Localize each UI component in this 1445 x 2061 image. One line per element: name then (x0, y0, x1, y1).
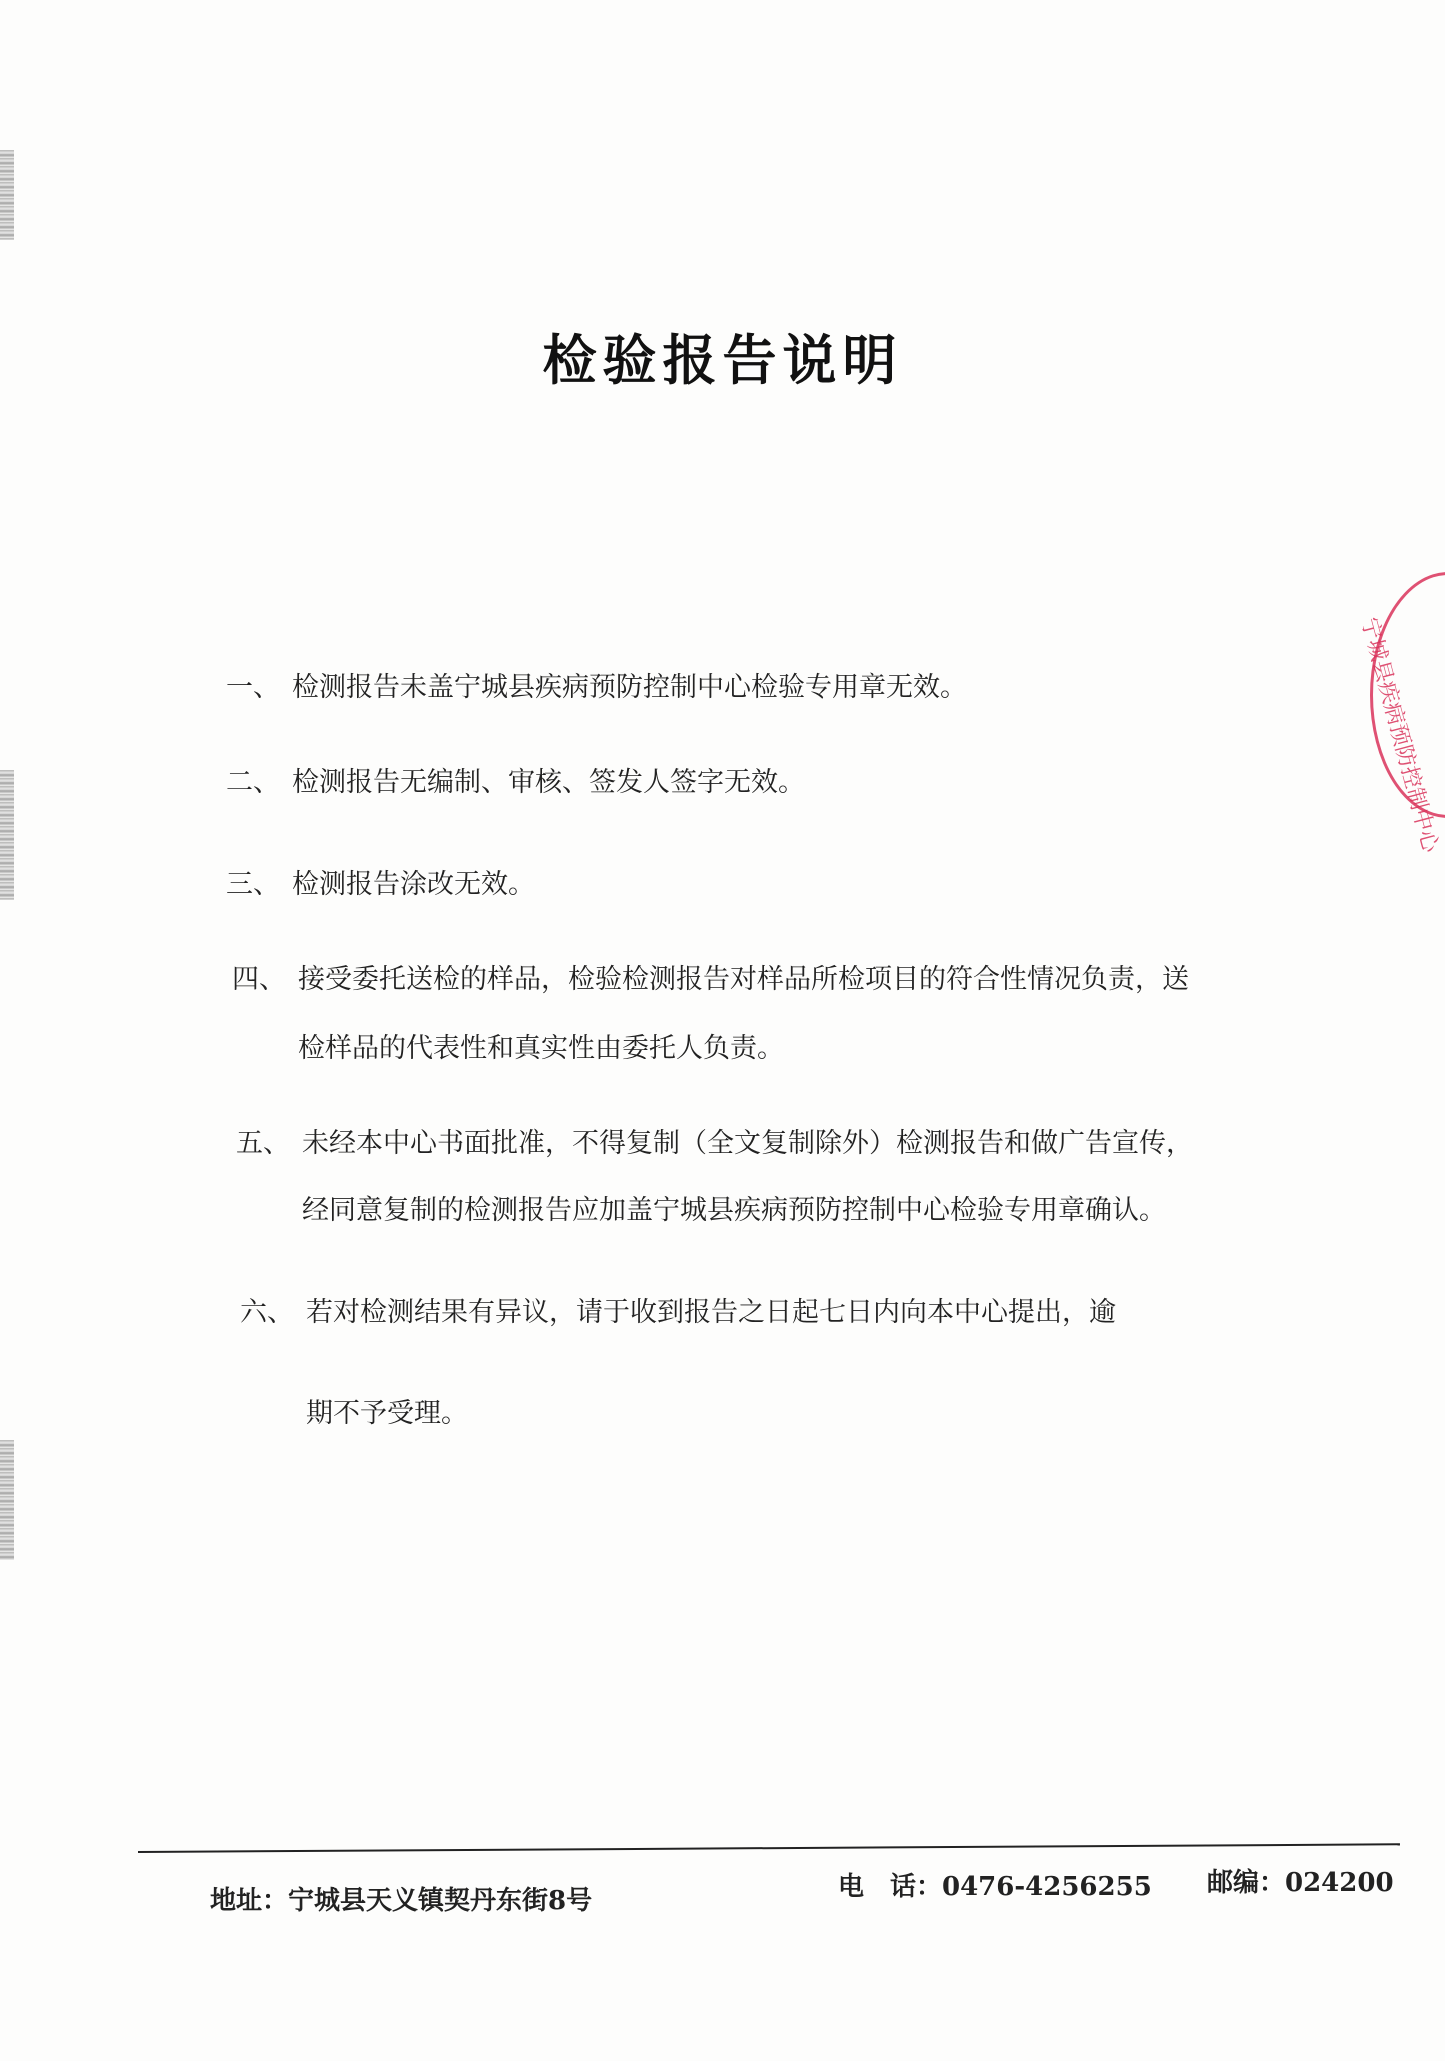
footer-divider (138, 1843, 1400, 1853)
item-6-continuation: 期不予受理。 (306, 1398, 468, 1429)
item-number: 五、 (236, 1128, 290, 1159)
item-text: 未经本中心书面批准，不得复制（全文复制除外）检测报告和做广告宣传， (302, 1128, 1193, 1159)
item-text: 若对检测结果有异议，请于收到报告之日起七日内向本中心提出，逾 (306, 1297, 1116, 1328)
item-1 (226, 672, 967, 704)
item-number: 四、 (232, 964, 286, 995)
item-number: 二、 (226, 767, 280, 798)
scan-artifact (0, 150, 14, 240)
document-title: 检验报告说明 (542, 328, 903, 392)
item-text: 检测报告未盖宁城县疾病预防控制中心检验专用章无效。 (292, 672, 967, 703)
footer-address: 地址：宁城县天义镇契丹东街8号 (210, 1886, 593, 1916)
scan-artifact (0, 770, 14, 900)
item-3 (226, 869, 535, 901)
item-text: 接受委托送检的样品，检验检测报告对样品所检项目的符合性情况负责，送 (298, 964, 1189, 995)
item-4-continuation: 检样品的代表性和真实性由委托人负责。 (298, 1033, 784, 1064)
item-6 (240, 1297, 1116, 1329)
item-text: 检测报告涂改无效。 (292, 869, 535, 900)
scan-artifact (0, 1440, 14, 1560)
item-5-continuation: 经同意复制的检测报告应加盖宁城县疾病预防控制中心检验专用章确认。 (302, 1195, 1166, 1226)
item-4 (232, 964, 1189, 996)
item-number: 一、 (226, 672, 280, 703)
item-5 (236, 1128, 1193, 1160)
footer-postcode: 邮编：024200 (1207, 1868, 1394, 1898)
footer-phone: 电 话：0476-4256255 (838, 1872, 1152, 1902)
item-number: 三、 (226, 869, 280, 900)
item-number: 六、 (240, 1297, 294, 1328)
seal-text: 宁城县疾病预防控制中心 (1355, 615, 1443, 856)
item-text: 检测报告无编制、审核、签发人签字无效。 (292, 767, 805, 798)
item-2 (226, 767, 805, 799)
